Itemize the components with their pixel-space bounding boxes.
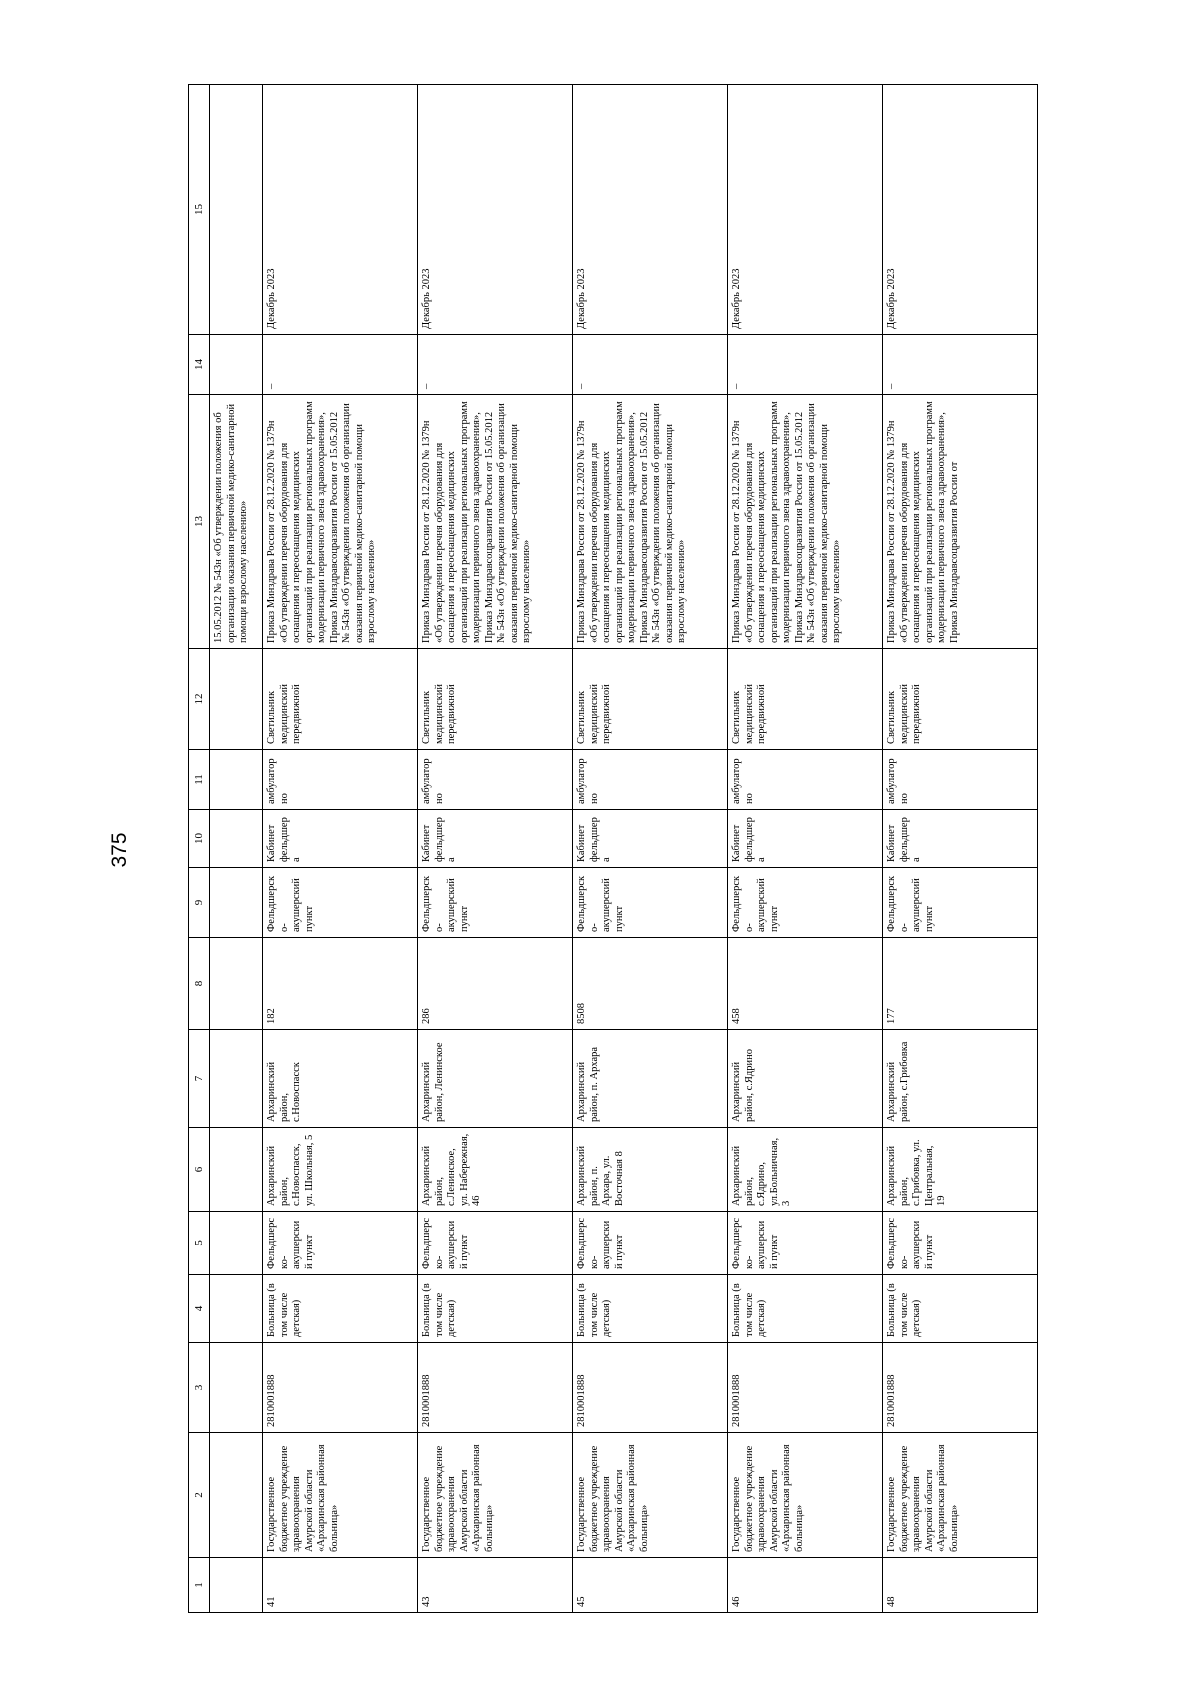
row-number-cell: 46: [728, 1558, 883, 1613]
dash-cell: –: [263, 335, 418, 395]
unit-type-cell: Фельдшерско-акушерский пункт: [728, 1212, 883, 1275]
column-number: 6: [189, 1128, 210, 1212]
population-cell: 182: [263, 938, 418, 1030]
dash-cell: –: [883, 335, 1038, 395]
organization-cell: Государственное бюджетное учреждение здравоохранения Амурской области «Архаринская районная больница»: [883, 1433, 1038, 1558]
dash-cell: –: [573, 335, 728, 395]
table-cell: [210, 750, 263, 810]
division-cell: Фельдшерско-акушерский пункт: [263, 868, 418, 938]
column-number-row: [189, 85, 210, 1613]
org-type-cell: Больница (в том числе детская): [418, 1275, 573, 1343]
unit-type-cell: Фельдшерско-акушерский пункт: [883, 1212, 1038, 1275]
table-cell: [210, 649, 263, 750]
table-cell: [210, 1275, 263, 1343]
column-number: 15: [189, 85, 210, 335]
table-cell: [210, 1212, 263, 1275]
division-cell: Фельдшерско-акушерский пункт: [728, 868, 883, 938]
table-cell: [210, 810, 263, 868]
dash-cell: –: [418, 335, 573, 395]
care-mode-cell: амбулаторно: [883, 750, 1038, 810]
room-cell: Кабинет фельдшера: [728, 810, 883, 868]
column-number: 11: [189, 750, 210, 810]
division-cell: Фельдшерско-акушерский пункт: [883, 868, 1038, 938]
column-number: 12: [189, 649, 210, 750]
division-cell: Фельдшерско-акушерский пункт: [573, 868, 728, 938]
org-type-cell: Больница (в том числе детская): [728, 1275, 883, 1343]
organization-cell: Государственное бюджетное учреждение здравоохранения Амурской области «Архаринская районная больница»: [728, 1433, 883, 1558]
unit-type-cell: Фельдшерско-акушерский пункт: [573, 1212, 728, 1275]
column-number: 4: [189, 1275, 210, 1343]
regulation-cell: 15.05.2012 № 543н «Об утверждении положения об организации оказания первичной медико-санитарной помощи взрослому населению»: [210, 395, 263, 649]
deadline-cell: Декабрь 2023: [883, 85, 1038, 335]
unit-type-cell: Фельдшерско-акушерский пункт: [418, 1212, 573, 1275]
inn-cell: 2810001888: [418, 1343, 573, 1433]
regulation-cell: Приказ Минздрава России от 28.12.2020 № 1379н «Об утверждении перечня оборудования для оснащения и переоснащения медицинских организаций при реализации региональных программ модернизации первичного звена здравоохранения», Приказ Минздравсоцразвития России от: [883, 395, 1038, 649]
care-mode-cell: амбулаторно: [728, 750, 883, 810]
column-number: 13: [189, 395, 210, 649]
equipment-table-wrapper: [188, 85, 994, 1613]
care-mode-cell: амбулаторно: [418, 750, 573, 810]
column-number: 8: [189, 938, 210, 1030]
deadline-cell: Декабрь 2023: [573, 85, 728, 335]
dash-cell: –: [728, 335, 883, 395]
settlement-cell: Архаринский район, с.Грибовка: [883, 1030, 1038, 1128]
inn-cell: 2810001888: [728, 1343, 883, 1433]
equipment-cell: Светильник медицинский передвижной: [418, 649, 573, 750]
column-number: 5: [189, 1212, 210, 1275]
column-number: 14: [189, 335, 210, 395]
row-number-cell: 43: [418, 1558, 573, 1613]
table-cell: [210, 938, 263, 1030]
population-cell: 177: [883, 938, 1038, 1030]
table-row: [573, 85, 728, 1613]
page-number: 375: [108, 832, 131, 868]
equipment-cell: Светильник медицинский передвижной: [573, 649, 728, 750]
settlement-cell: Архаринский район, с.Новоспасск: [263, 1030, 418, 1128]
table-cell: [210, 1030, 263, 1128]
org-type-cell: Больница (в том числе детская): [573, 1275, 728, 1343]
row-number-cell: 45: [573, 1558, 728, 1613]
population-cell: 458: [728, 938, 883, 1030]
table-cell: [210, 1433, 263, 1558]
equipment-table: [188, 84, 1038, 1613]
address-cell: Архаринский район, с.Ядрино, ул.Больничная, 3: [728, 1128, 883, 1212]
care-mode-cell: амбулаторно: [263, 750, 418, 810]
table-row: [883, 85, 1038, 1613]
address-cell: Архаринский район, п. Архара, ул. Восточная 8: [573, 1128, 728, 1212]
regulation-cell: Приказ Минздрава России от 28.12.2020 № 1379н «Об утверждении перечня оборудования для оснащения и переоснащения медицинских организаций при реализации региональных программ модернизации первичного звена здравоохранения», Приказ Минздравсоцразвития России от 15.05.2012 № 543н «Об утверждении положения об организации оказания первичной медико-санитарной помощи взрослому населению»: [263, 395, 418, 649]
care-mode-cell: амбулаторно: [573, 750, 728, 810]
column-number: 10: [189, 810, 210, 868]
row-number-cell: 48: [883, 1558, 1038, 1613]
table-row: [263, 85, 418, 1613]
settlement-cell: Архаринский район, с.Ядрино: [728, 1030, 883, 1128]
deadline-cell: Декабрь 2023: [728, 85, 883, 335]
equipment-cell: Светильник медицинский передвижной: [263, 649, 418, 750]
organization-cell: Государственное бюджетное учреждение здравоохранения Амурской области «Архаринская районная больница»: [573, 1433, 728, 1558]
equipment-cell: Светильник медицинский передвижной: [728, 649, 883, 750]
deadline-cell: Декабрь 2023: [263, 85, 418, 335]
table-cell: [210, 335, 263, 395]
organization-cell: Государственное бюджетное учреждение здравоохранения Амурской области «Архаринская районная больница»: [263, 1433, 418, 1558]
page-number-wrapper: [100, 820, 140, 880]
table-cell: [210, 1343, 263, 1433]
org-type-cell: Больница (в том числе детская): [883, 1275, 1038, 1343]
continuation-row: [210, 85, 263, 1613]
inn-cell: 2810001888: [883, 1343, 1038, 1433]
column-number: 1: [189, 1558, 210, 1613]
room-cell: Кабинет фельдшера: [573, 810, 728, 868]
regulation-cell: Приказ Минздрава России от 28.12.2020 № 1379н «Об утверждении перечня оборудования для оснащения и переоснащения медицинских организаций при реализации региональных программ модернизации первичного звена здравоохранения», Приказ Минздравсоцразвития России от 15.05.2012 № 543н «Об утверждении положения об организации оказания первичной медико-санитарной помощи взрослому населению»: [728, 395, 883, 649]
settlement-cell: Архаринский район, п. Архара: [573, 1030, 728, 1128]
row-number-cell: 41: [263, 1558, 418, 1613]
room-cell: Кабинет фельдшера: [263, 810, 418, 868]
organization-cell: Государственное бюджетное учреждение здравоохранения Амурской области «Архаринская районная больница»: [418, 1433, 573, 1558]
address-cell: Архаринский район, с.Новоспасск, ул. Школьная, 5: [263, 1128, 418, 1212]
org-type-cell: Больница (в том числе детская): [263, 1275, 418, 1343]
table-cell: [210, 85, 263, 335]
table-row: [728, 85, 883, 1613]
column-number: 2: [189, 1433, 210, 1558]
room-cell: Кабинет фельдшера: [883, 810, 1038, 868]
population-cell: 8508: [573, 938, 728, 1030]
table-cell: [210, 1558, 263, 1613]
table-cell: [210, 1128, 263, 1212]
regulation-cell: Приказ Минздрава России от 28.12.2020 № 1379н «Об утверждении перечня оборудования для оснащения и переоснащения медицинских организаций при реализации региональных программ модернизации первичного звена здравоохранения», Приказ Минздравсоцразвития России от 15.05.2012 № 543н «Об утверждении положения об организации оказания первичной медико-санитарной помощи взрослому населению»: [573, 395, 728, 649]
settlement-cell: Архаринский район, Ленинское: [418, 1030, 573, 1128]
equipment-cell: Светильник медицинский передвижной: [883, 649, 1038, 750]
address-cell: Архаринский район, с.Ленинское, ул. Набережная, 46: [418, 1128, 573, 1212]
unit-type-cell: Фельдшерско-акушерский пункт: [263, 1212, 418, 1275]
address-cell: Архаринский район, с.Грибовка, ул. Центральная, 19: [883, 1128, 1038, 1212]
column-number: 3: [189, 1343, 210, 1433]
table-row: [418, 85, 573, 1613]
population-cell: 286: [418, 938, 573, 1030]
table-cell: [210, 868, 263, 938]
column-number: 7: [189, 1030, 210, 1128]
room-cell: Кабинет фельдшера: [418, 810, 573, 868]
regulation-cell: Приказ Минздрава России от 28.12.2020 № 1379н «Об утверждении перечня оборудования для оснащения и переоснащения медицинских организаций при реализации региональных программ модернизации первичного звена здравоохранения», Приказ Минздравсоцразвития России от 15.05.2012 № 543н «Об утверждении положения об организации оказания первичной медико-санитарной помощи взрослому населению»: [418, 395, 573, 649]
inn-cell: 2810001888: [263, 1343, 418, 1433]
inn-cell: 2810001888: [573, 1343, 728, 1433]
division-cell: Фельдшерско-акушерский пункт: [418, 868, 573, 938]
deadline-cell: Декабрь 2023: [418, 85, 573, 335]
column-number: 9: [189, 868, 210, 938]
